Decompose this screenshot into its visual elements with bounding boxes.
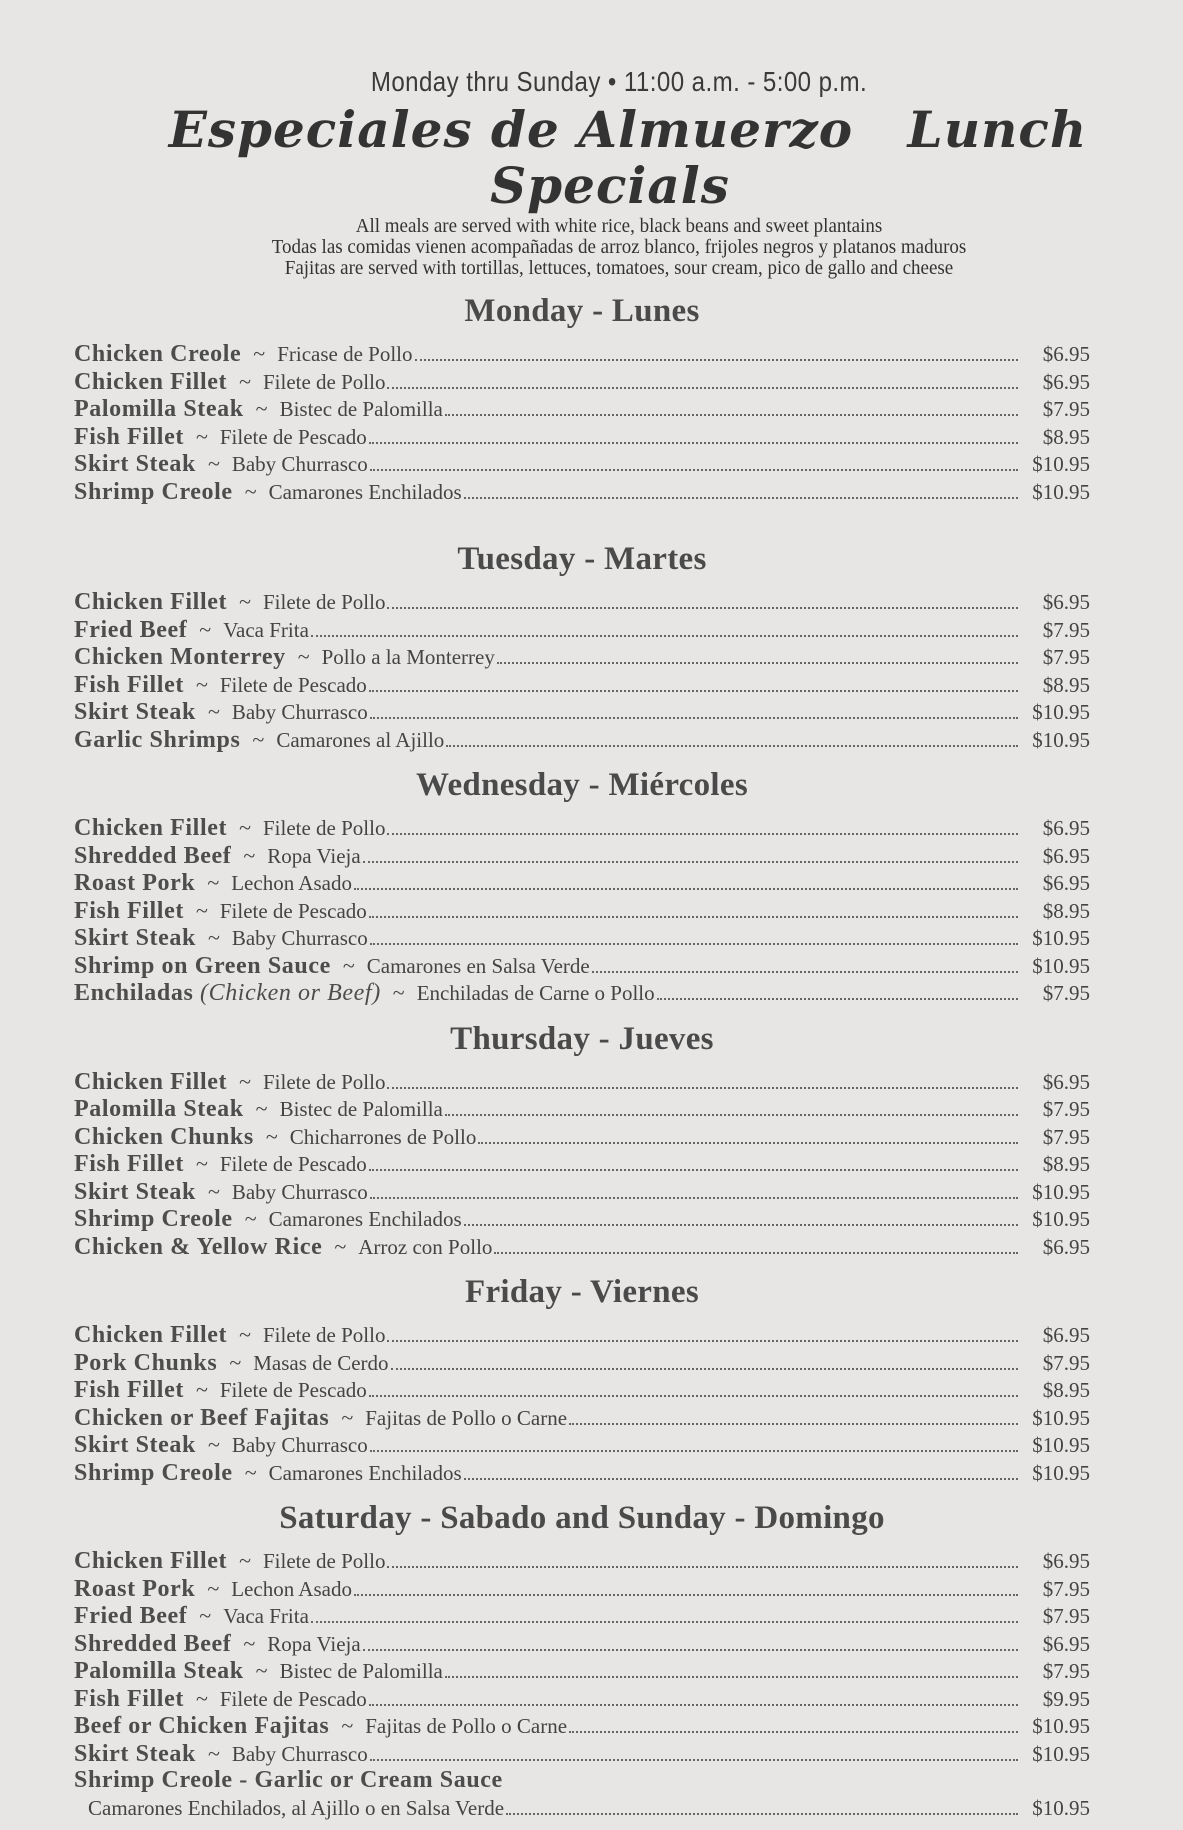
tilde-separator: ~ xyxy=(243,1630,256,1656)
item-name-es: Baby Churrasco xyxy=(231,452,368,476)
item-name-en: Chicken Monterrey xyxy=(74,644,286,670)
item-name-es: Ropa Vieja xyxy=(267,1631,361,1656)
menu-item xyxy=(74,1150,1090,1178)
dot-leader xyxy=(464,1478,1018,1480)
item-name-es: Lechon Asado xyxy=(231,871,352,895)
menu-item xyxy=(74,1575,1090,1603)
tilde-separator: ~ xyxy=(199,1603,212,1628)
item-price: $10.95 xyxy=(1032,1207,1090,1231)
item-name-es: Fajitas de Pollo o Carne xyxy=(365,1405,568,1430)
item-name-es: Camarones Enchilados xyxy=(268,1207,462,1231)
tilde-separator: ~ xyxy=(239,589,251,614)
menu-item xyxy=(74,1349,1090,1377)
dot-leader xyxy=(369,916,1018,918)
item-name-en: Skirt Steak xyxy=(74,699,196,725)
section-tuesday xyxy=(74,539,1090,753)
tilde-separator: ~ xyxy=(207,870,220,895)
tilde-separator: ~ xyxy=(239,815,251,840)
dot-leader xyxy=(497,662,1018,664)
dot-leader xyxy=(370,1759,1018,1761)
dot-leader xyxy=(370,1197,1018,1199)
item-price: $6.95 xyxy=(1042,1549,1090,1573)
tilde-separator: ~ xyxy=(199,616,212,642)
item-price: $7.95 xyxy=(1042,1604,1090,1628)
item-price: $6.95 xyxy=(1042,871,1090,895)
menu-item xyxy=(74,478,1090,506)
section-weekend xyxy=(74,1498,1090,1822)
title-spanish: Especiales de Almuerzo xyxy=(168,100,854,159)
dot-leader xyxy=(370,943,1018,945)
menu-item xyxy=(74,979,1090,1007)
menu-item xyxy=(74,671,1090,699)
item-price: $6.95 xyxy=(1042,590,1090,614)
item-name-en: Chicken Creole xyxy=(74,341,242,367)
dot-leader xyxy=(387,387,1018,389)
tilde-separator: ~ xyxy=(207,1575,220,1601)
menu-item xyxy=(74,1123,1090,1151)
item-name-en xyxy=(74,980,381,1008)
item-name-es: Chicharrones de Pollo xyxy=(289,1124,477,1149)
item-name-es: Vaca Frita xyxy=(223,1604,309,1628)
tilde-separator: ~ xyxy=(195,1685,208,1711)
item-price: $10.95 xyxy=(1032,1460,1090,1485)
menu-item xyxy=(74,1685,1090,1713)
item-name-en: Skirt Steak xyxy=(74,1178,196,1205)
item-name-es: Filete de Pollo xyxy=(262,816,386,840)
item-name-es: Camarones Enchilados, al Ajillo o en Salsa Verde xyxy=(88,1795,505,1820)
dot-leader xyxy=(370,1450,1018,1452)
item-name-en: Chicken or Beef Fajitas xyxy=(74,1404,330,1431)
menu-item xyxy=(74,726,1090,754)
dot-leader xyxy=(569,1731,1018,1733)
item-name-en: Beef or Chicken Fajitas xyxy=(74,1713,330,1739)
section-title: Friday - Viernes xyxy=(465,1274,699,1310)
item-name-en: Shrimp Creole xyxy=(74,1459,233,1486)
item-name-en: Roast Pork xyxy=(74,870,196,896)
item-name-es: Pollo a la Monterrey xyxy=(321,645,495,669)
item-name-es: Filete de Pescado xyxy=(219,1378,367,1402)
menu-item xyxy=(74,643,1090,671)
item-price: $10.95 xyxy=(1032,1714,1090,1738)
dot-leader xyxy=(363,1649,1018,1651)
dot-leader xyxy=(369,1169,1018,1171)
dot-leader xyxy=(354,888,1018,890)
tilde-separator: ~ xyxy=(207,451,220,476)
item-name-en: Fried Beef xyxy=(74,1603,188,1629)
dot-leader xyxy=(494,1252,1018,1254)
item-name-es: Filete de Pollo xyxy=(262,1549,386,1573)
tilde-separator: ~ xyxy=(195,423,208,449)
item-name-en: Fried Beef xyxy=(74,616,188,643)
item-name-es: Filete de Pescado xyxy=(219,424,367,449)
item-name-en: Chicken Fillet xyxy=(74,589,228,615)
item-name-en: Palomilla Steak xyxy=(74,396,244,422)
dot-leader xyxy=(415,359,1019,361)
menu-item xyxy=(74,1095,1090,1123)
menu-item xyxy=(74,814,1090,842)
item-name-en: Skirt Steak xyxy=(74,925,196,951)
item-price: $6.95 xyxy=(1042,843,1090,868)
item-price: $7.95 xyxy=(1042,1350,1090,1375)
item-name-en: Fish Fillet xyxy=(74,1685,184,1712)
section-wednesday xyxy=(74,765,1090,1007)
item-name-en: Skirt Steak xyxy=(74,1432,196,1458)
tilde-separator: ~ xyxy=(207,699,220,724)
menu-item xyxy=(74,368,1090,396)
dot-leader xyxy=(369,1395,1018,1397)
dot-leader xyxy=(311,635,1018,637)
dot-leader xyxy=(478,1142,1018,1144)
dot-leader xyxy=(369,690,1018,692)
tilde-separator: ~ xyxy=(239,1548,251,1573)
menu-item xyxy=(74,869,1090,897)
item-name-en: Fish Fillet xyxy=(74,671,184,698)
section-title: Saturday - Sabado and Sunday - Domingo xyxy=(279,1500,885,1536)
item-price: $7.95 xyxy=(1042,1659,1090,1683)
section-gap xyxy=(74,505,1090,527)
menu-item xyxy=(74,616,1090,644)
item-name-es: Vaca Frita xyxy=(223,617,309,642)
menu-item xyxy=(74,395,1090,423)
item-price: $7.95 xyxy=(1042,1576,1090,1601)
menu-item xyxy=(74,1205,1090,1233)
tilde-separator: ~ xyxy=(252,726,265,752)
menu-item xyxy=(74,924,1090,952)
menu-item xyxy=(74,423,1090,451)
dot-leader xyxy=(464,1224,1018,1226)
menu-item xyxy=(74,588,1090,616)
tilde-separator: ~ xyxy=(243,842,256,868)
item-price: $7.95 xyxy=(1042,645,1090,669)
item-price: $6.95 xyxy=(1042,816,1090,840)
item-price: $6.95 xyxy=(1042,1069,1090,1094)
item-name-es: Lechon Asado xyxy=(231,1576,352,1601)
tilde-separator: ~ xyxy=(207,925,220,950)
item-price: $10.95 xyxy=(1032,953,1090,978)
menu-item xyxy=(74,698,1090,726)
dot-leader xyxy=(592,971,1018,973)
item-name-es: Filete de Pescado xyxy=(219,1686,367,1711)
section-title: Monday - Lunes xyxy=(464,293,700,329)
item-name-es: Camarones al Ajillo xyxy=(276,727,445,752)
item-name-en: Chicken & Yellow Rice xyxy=(74,1233,323,1260)
tilde-separator: ~ xyxy=(342,952,355,978)
item-price: $6.95 xyxy=(1042,369,1090,394)
dot-leader xyxy=(446,745,1018,747)
intro-line: All meals are served with white rice, black beans and sweet plantains xyxy=(355,215,883,237)
tilde-separator: ~ xyxy=(334,1233,347,1259)
tilde-separator: ~ xyxy=(341,1404,354,1430)
item-price: $10.95 xyxy=(1032,1741,1090,1766)
item-name-es: Filete de Pollo xyxy=(262,1323,386,1347)
item-price: $10.95 xyxy=(1032,479,1090,504)
dot-leader xyxy=(445,1676,1018,1678)
tilde-separator: ~ xyxy=(244,478,257,504)
dot-leader xyxy=(311,1621,1018,1623)
item-name-en: Chicken Fillet xyxy=(74,815,228,841)
item-name-en: Palomilla Steak xyxy=(74,1096,244,1122)
dot-leader xyxy=(369,1704,1018,1706)
item-price: $7.95 xyxy=(1042,397,1090,421)
item-name-es: Camarones Enchilados xyxy=(268,479,462,504)
menu-item xyxy=(74,897,1090,925)
item-name-en: Shredded Beef xyxy=(74,842,232,869)
menu-item xyxy=(74,1233,1090,1261)
item-price: $10.95 xyxy=(1032,452,1090,476)
item-name-en: Chicken Fillet xyxy=(74,368,228,395)
item-price: $8.95 xyxy=(1042,672,1090,697)
item-name-es: Ropa Vieja xyxy=(267,843,361,868)
item-name-es: Camarones Enchilados xyxy=(268,1460,462,1485)
tilde-separator: ~ xyxy=(255,396,268,421)
item-name-en: Pork Chunks xyxy=(74,1349,218,1376)
tilde-separator: ~ xyxy=(244,1206,257,1231)
section-monday xyxy=(74,291,1090,505)
dot-leader xyxy=(363,861,1018,863)
tilde-separator: ~ xyxy=(239,1068,251,1094)
item-name-es: Masas de Cerdo xyxy=(253,1350,389,1375)
item-name-es: Filete de Pescado xyxy=(219,898,367,923)
item-price: $10.95 xyxy=(1032,1179,1090,1204)
menu-item xyxy=(74,1431,1090,1459)
item-price: $9.95 xyxy=(1042,1686,1090,1711)
item-name-es: Baby Churrasco xyxy=(231,1179,368,1204)
item-name-es: Bistec de Palomilla xyxy=(279,1097,443,1121)
item-price: $10.95 xyxy=(1032,1795,1090,1820)
item-name-en: Shredded Beef xyxy=(74,1630,232,1657)
item-name-es: Fajitas de Pollo o Carne xyxy=(365,1714,568,1738)
item-price: $8.95 xyxy=(1042,1152,1090,1176)
dot-leader xyxy=(370,717,1018,719)
item-name-es: Enchiladas de Carne o Pollo xyxy=(416,981,655,1005)
tilde-separator: ~ xyxy=(341,1713,354,1738)
item-name-en: Fish Fillet xyxy=(74,423,184,450)
intro-line: Todas las comidas vienen acompañadas de arroz blanco, frijoles negros y platanos maduros xyxy=(271,236,967,258)
item-name-en: Fish Fillet xyxy=(74,1151,184,1177)
dot-leader xyxy=(464,497,1018,499)
item-name-es: Baby Churrasco xyxy=(231,700,368,724)
dot-leader xyxy=(569,1423,1018,1425)
item-name-es: Fricase de Pollo xyxy=(277,342,413,366)
tilde-separator: ~ xyxy=(195,897,208,923)
tilde-separator: ~ xyxy=(265,1123,278,1149)
item-price: $10.95 xyxy=(1032,700,1090,724)
item-name-en-note: (Chicken or Beef) xyxy=(200,980,381,1006)
item-name-en: Shrimp Creole - Garlic or Cream Sauce xyxy=(74,1767,503,1793)
menu-item xyxy=(74,1321,1090,1349)
menu-item xyxy=(74,340,1090,368)
item-name-es: Camarones en Salsa Verde xyxy=(366,953,590,978)
tilde-separator: ~ xyxy=(195,1377,208,1402)
tilde-separator: ~ xyxy=(244,1459,257,1485)
item-name-en: Chicken Fillet xyxy=(74,1068,228,1095)
item-price: $10.95 xyxy=(1032,926,1090,950)
tilde-separator: ~ xyxy=(255,1096,268,1121)
item-name-en: Shrimp on Green Sauce xyxy=(74,952,331,979)
tilde-separator: ~ xyxy=(255,1658,268,1683)
item-name-es: Bistec de Palomilla xyxy=(279,397,443,421)
menu-item-heading xyxy=(74,1767,1090,1795)
menu-item xyxy=(74,952,1090,980)
menu-item xyxy=(74,842,1090,870)
item-name-es: Bistec de Palomilla xyxy=(279,1659,443,1683)
tilde-separator: ~ xyxy=(253,341,266,366)
tilde-separator: ~ xyxy=(207,1178,220,1204)
item-name-es: Filete de Pollo xyxy=(262,369,386,394)
tilde-separator: ~ xyxy=(239,1322,251,1347)
item-price: $10.95 xyxy=(1032,1405,1090,1430)
section-title: Wednesday - Miércoles xyxy=(416,767,748,803)
menu-item-detail xyxy=(74,1795,1090,1823)
item-price: $7.95 xyxy=(1042,1097,1090,1121)
dot-leader xyxy=(445,1114,1018,1116)
tilde-separator: ~ xyxy=(239,368,251,394)
dot-leader xyxy=(391,1368,1018,1370)
item-name-en: Shrimp Creole xyxy=(74,1206,233,1232)
item-name-en: Shrimp Creole xyxy=(74,478,233,505)
item-name-en: Fish Fillet xyxy=(74,897,184,924)
item-price: $8.95 xyxy=(1042,424,1090,449)
item-price: $10.95 xyxy=(1032,1433,1090,1457)
menu-item xyxy=(74,1068,1090,1096)
menu-item xyxy=(74,1712,1090,1740)
dot-leader xyxy=(370,469,1018,471)
dot-leader xyxy=(387,1566,1018,1568)
tilde-separator: ~ xyxy=(195,1151,208,1176)
dot-leader xyxy=(387,1087,1018,1089)
item-price: $7.95 xyxy=(1042,617,1090,642)
item-name-es: Baby Churrasco xyxy=(231,926,368,950)
tilde-separator: ~ xyxy=(229,1349,242,1375)
item-price: $8.95 xyxy=(1042,1378,1090,1402)
menu-item xyxy=(74,1630,1090,1658)
dot-leader xyxy=(445,414,1018,416)
dot-leader xyxy=(354,1594,1018,1596)
item-name-en: Chicken Fillet xyxy=(74,1548,228,1574)
dot-leader xyxy=(387,1340,1018,1342)
section-thursday xyxy=(74,1019,1090,1261)
dot-leader xyxy=(657,998,1018,1000)
item-price: $7.95 xyxy=(1042,981,1090,1005)
menu-item xyxy=(74,1740,1090,1768)
title-english: Lunch Specials xyxy=(490,100,1088,215)
item-price: $8.95 xyxy=(1042,898,1090,923)
menu-item xyxy=(74,450,1090,478)
item-price: $6.95 xyxy=(1042,1234,1090,1259)
item-name-es: Baby Churrasco xyxy=(231,1741,368,1766)
dot-leader xyxy=(506,1813,1018,1815)
item-name-en: Chicken Chunks xyxy=(74,1123,254,1150)
section-title: Thursday - Jueves xyxy=(450,1020,714,1057)
item-name-es: Filete de Pollo xyxy=(262,1069,386,1094)
section-title: Tuesday - Martes xyxy=(457,541,707,577)
tilde-separator: ~ xyxy=(207,1740,220,1766)
menu-item xyxy=(74,1657,1090,1685)
page-title xyxy=(148,102,1090,214)
menu-item xyxy=(74,1404,1090,1432)
menu-item xyxy=(74,1459,1090,1487)
item-name-en: Palomilla Steak xyxy=(74,1658,244,1684)
menu-item xyxy=(74,1547,1090,1575)
item-price: $6.95 xyxy=(1042,1323,1090,1347)
menu-item xyxy=(74,1178,1090,1206)
item-price: $7.95 xyxy=(1042,1124,1090,1149)
menu-item xyxy=(74,1376,1090,1404)
intro-line: Fajitas are served with tortillas, lettuces, tomatoes, sour cream, pico de gallo and cheese xyxy=(284,257,954,279)
item-name-es: Filete de Pescado xyxy=(219,1152,367,1176)
tilde-separator: ~ xyxy=(297,644,310,669)
tilde-separator: ~ xyxy=(195,671,208,697)
item-name-es: Filete de Pescado xyxy=(219,672,367,697)
item-name-es: Filete de Pollo xyxy=(262,590,386,614)
intro-text xyxy=(148,216,1090,279)
item-price: $10.95 xyxy=(1032,727,1090,752)
dot-leader xyxy=(369,442,1018,444)
tilde-separator: ~ xyxy=(207,1432,220,1457)
dot-leader xyxy=(387,833,1018,835)
item-name-en: Skirt Steak xyxy=(74,1740,196,1767)
hours-line: Monday thru Sunday • 11:00 a.m. - 5:00 p.m. xyxy=(370,66,868,97)
item-name-en: Roast Pork xyxy=(74,1575,196,1602)
item-price: $6.95 xyxy=(1042,1631,1090,1656)
item-name-es: Arroz con Pollo xyxy=(358,1234,493,1259)
item-name-en: Garlic Shrimps xyxy=(74,726,241,753)
item-name-en: Fish Fillet xyxy=(74,1377,184,1403)
item-name-en-main: Enchiladas xyxy=(74,980,194,1006)
menu-item xyxy=(74,1602,1090,1630)
tilde-separator: ~ xyxy=(392,980,405,1005)
item-name-en: Chicken Fillet xyxy=(74,1322,228,1348)
item-price: $6.95 xyxy=(1042,342,1090,366)
item-name-es: Baby Churrasco xyxy=(231,1433,368,1457)
dot-leader xyxy=(387,607,1018,609)
item-name-en: Skirt Steak xyxy=(74,451,196,477)
section-friday xyxy=(74,1272,1090,1486)
